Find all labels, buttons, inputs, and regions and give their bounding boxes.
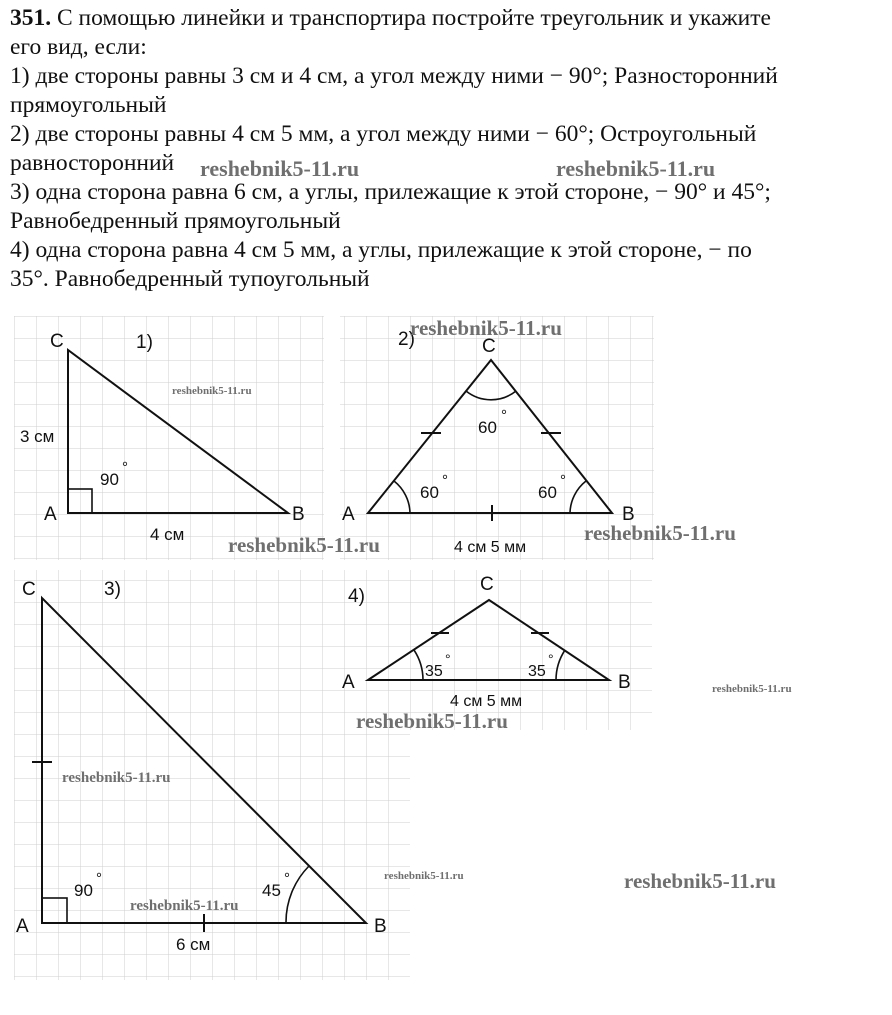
fig1-side-ab: 4 см bbox=[150, 525, 185, 544]
grid-panel-1 bbox=[14, 316, 324, 560]
fig3-vertex-a: A bbox=[16, 916, 29, 937]
watermark-2: reshebnik5-11.ru bbox=[556, 156, 716, 181]
fig2-angle-c: 60 bbox=[478, 418, 497, 437]
fig2-vertex-b: B bbox=[622, 504, 635, 525]
fig4-label: 4) bbox=[348, 586, 365, 607]
fig4-vertex-a: A bbox=[342, 672, 355, 693]
problem-line-9: 4) одна сторона равна 4 см 5 мм, а углы, прилежащие к этой стороне, − по bbox=[10, 237, 752, 263]
fig1-angle-a: 90 bbox=[100, 470, 119, 489]
problem-line-5: 2) две стороны равны 4 см 5 мм, а угол между ними − 60°; Остроугольный bbox=[10, 121, 757, 147]
fig4-side-ab: 4 см 5 мм bbox=[450, 693, 523, 710]
problem-line-10: 35°. Равнобедренный тупоугольный bbox=[10, 266, 370, 292]
watermark-bottom-right: reshebnik5-11.ru bbox=[624, 869, 776, 893]
fig2-side-ab: 4 см 5 мм bbox=[454, 539, 527, 556]
fig3-angle-a: 90 bbox=[74, 881, 93, 900]
fig2-angle-a-deg: ° bbox=[442, 472, 448, 489]
watermark-fig1-small: reshebnik5-11.ru bbox=[172, 385, 252, 397]
fig1-vertex-b: B bbox=[292, 504, 305, 525]
problem-line-7: 3) одна сторона равна 6 см, а углы, прилежащие к этой стороне, − 90° и 45°; bbox=[10, 179, 771, 205]
fig2-label: 2) bbox=[398, 329, 415, 350]
problem-number: 351. bbox=[10, 5, 52, 31]
fig1-side-ac: 3 см bbox=[20, 427, 55, 446]
fig1-angle-a-deg: ° bbox=[122, 459, 128, 476]
fig3-vertex-c: C bbox=[22, 579, 36, 600]
watermark-1: reshebnik5-11.ru bbox=[200, 156, 360, 181]
fig3-label: 3) bbox=[104, 579, 121, 600]
fig4-angle-a-deg: ° bbox=[445, 651, 451, 667]
fig2-angle-b: 60 bbox=[538, 483, 557, 502]
fig4-angle-b: 35 bbox=[528, 663, 546, 680]
fig1-vertex-a: A bbox=[44, 504, 57, 525]
watermark-fig4-below: reshebnik5-11.ru bbox=[356, 709, 508, 733]
fig3-angle-a-deg: ° bbox=[96, 870, 102, 887]
problem-line-4: прямоугольный bbox=[10, 92, 167, 118]
watermark-fig3-upper: reshebnik5-11.ru bbox=[62, 770, 171, 786]
fig2-angle-b-deg: ° bbox=[560, 472, 566, 489]
problem-line-8: Равнобедренный прямоугольный bbox=[10, 208, 341, 234]
problem-line-1-text: С помощью линейки и транспортира постройте треугольник и укажите bbox=[57, 5, 771, 31]
problem-line-3: 1) две стороны равны 3 см и 4 см, а угол между ними − 90°; Разносторонний bbox=[10, 63, 778, 89]
fig4-angle-a: 35 bbox=[425, 663, 443, 680]
fig1-vertex-c: C bbox=[50, 331, 64, 352]
fig2-angle-c-deg: ° bbox=[501, 407, 507, 424]
fig4-vertex-b: B bbox=[618, 672, 631, 693]
fig4-angle-b-deg: ° bbox=[548, 651, 554, 667]
fig1-label: 1) bbox=[136, 332, 153, 353]
watermark-mid-left: reshebnik5-11.ru bbox=[228, 533, 380, 557]
fig2-angle-a: 60 bbox=[420, 483, 439, 502]
fig3-angle-b: 45 bbox=[262, 881, 281, 900]
fig3-side-ab: 6 см bbox=[176, 935, 211, 954]
fig3-angle-b-deg: ° bbox=[284, 870, 290, 887]
watermark-fig4-right-small: reshebnik5-11.ru bbox=[712, 683, 792, 695]
fig2-vertex-c: C bbox=[482, 336, 496, 357]
watermark-fig2-top: reshebnik5-11.ru bbox=[410, 316, 562, 340]
problem-line-2: его вид, если: bbox=[10, 34, 147, 60]
watermark-bottom-center-small: reshebnik5-11.ru bbox=[384, 870, 464, 882]
problem-line-6: равносторонний bbox=[10, 150, 175, 176]
watermark-fig3-lower: reshebnik5-11.ru bbox=[130, 898, 239, 914]
fig4-vertex-c: C bbox=[480, 574, 494, 595]
fig3-vertex-b: B bbox=[374, 916, 387, 937]
watermark-mid-right: reshebnik5-11.ru bbox=[584, 521, 736, 545]
fig2-vertex-a: A bbox=[342, 504, 355, 525]
